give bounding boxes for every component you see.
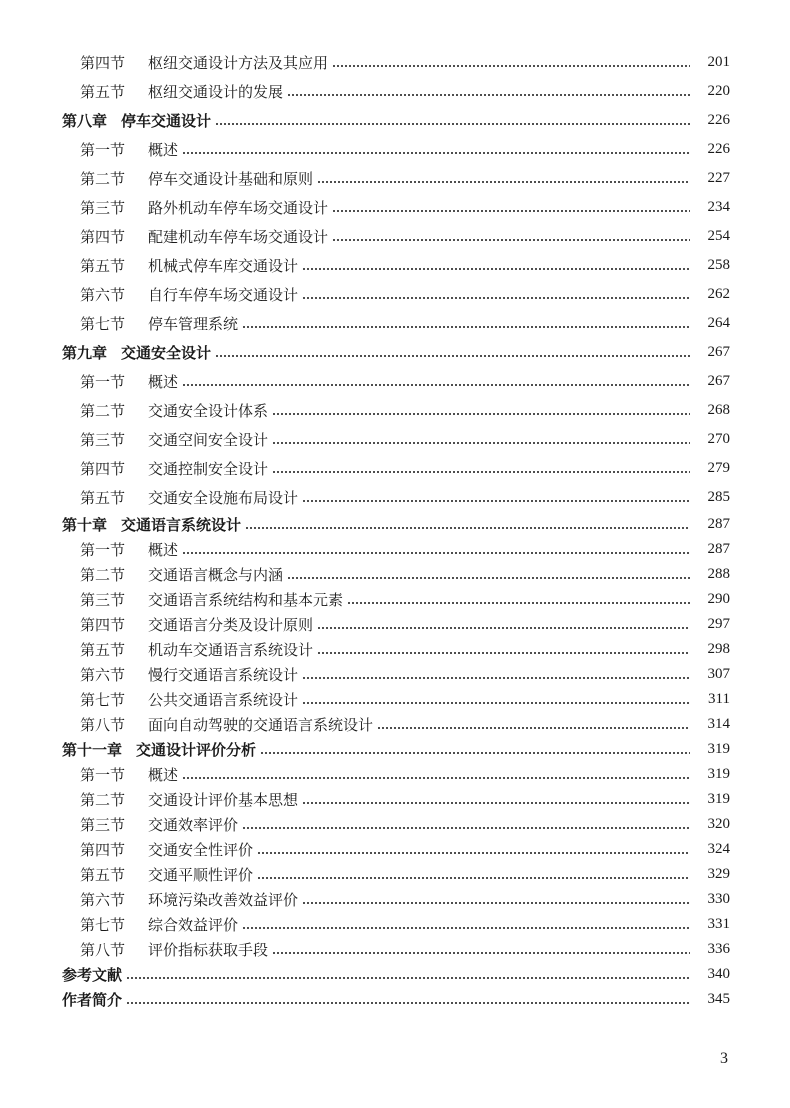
entry-label: 第五节 — [80, 83, 126, 101]
entry-page-number: 331 — [707, 916, 730, 932]
entry-page-number: 336 — [707, 941, 730, 957]
entry-page-number: 297 — [707, 616, 730, 632]
entry-page-number: 258 — [707, 257, 730, 273]
entry-page-number: 287 — [707, 516, 730, 532]
toc-section-entry[interactable] — [0, 937, 790, 962]
entry-label: 第二节 — [80, 170, 126, 188]
toc-section-entry[interactable] — [0, 662, 790, 687]
entry-page-number: 329 — [707, 866, 730, 882]
entry-label: 第三节 — [80, 591, 126, 609]
entry-label: 第七节 — [80, 691, 126, 709]
toc-section-entry[interactable] — [0, 135, 790, 164]
dot-leader — [242, 927, 690, 929]
dot-leader — [302, 500, 690, 502]
dot-leader — [347, 602, 690, 604]
dot-leader — [242, 326, 690, 328]
entry-page-number: 345 — [707, 991, 730, 1007]
toc-section-entry[interactable] — [0, 687, 790, 712]
dot-leader — [302, 297, 690, 299]
toc-section-entry[interactable] — [0, 454, 790, 483]
entry-title: 停车管理系统 — [148, 315, 239, 333]
dot-leader — [257, 852, 690, 854]
entry-title: 交通控制安全设计 — [148, 460, 269, 478]
entry-label: 第八节 — [80, 716, 126, 734]
entry-label: 第六节 — [80, 891, 126, 909]
entry-label: 第五节 — [80, 641, 126, 659]
entry-title: 慢行交通语言系统设计 — [148, 666, 299, 684]
toc-section-entry[interactable] — [0, 562, 790, 587]
toc-chapter-entry[interactable] — [0, 512, 790, 537]
entry-page-number: 268 — [707, 402, 730, 418]
entry-label: 第四节 — [80, 460, 126, 478]
dot-leader — [215, 355, 690, 357]
dot-leader — [272, 471, 690, 473]
entry-label: 第五节 — [80, 866, 126, 884]
entry-title: 作者简介 — [62, 991, 123, 1009]
toc-section-entry[interactable] — [0, 612, 790, 637]
entry-label: 第一节 — [80, 541, 126, 559]
entry-title: 概述 — [148, 541, 179, 559]
entry-page-number: 234 — [707, 199, 730, 215]
entry-label: 第二节 — [80, 566, 126, 584]
entry-page-number: 267 — [707, 344, 730, 360]
entry-label: 第九章 — [62, 344, 108, 362]
entry-title: 面向自动驾驶的交通语言系统设计 — [148, 716, 374, 734]
dot-leader — [257, 877, 690, 879]
toc-section-entry[interactable] — [0, 193, 790, 222]
toc-section-entry[interactable] — [0, 425, 790, 454]
dot-leader — [272, 413, 690, 415]
toc-section-entry[interactable] — [0, 280, 790, 309]
entry-title: 交通安全设施布局设计 — [148, 489, 299, 507]
entry-label: 第三节 — [80, 431, 126, 449]
entry-title: 停车交通设计基础和原则 — [148, 170, 314, 188]
dot-leader — [242, 827, 690, 829]
toc-section-entry[interactable] — [0, 309, 790, 338]
entry-title: 机动车交通语言系统设计 — [148, 641, 314, 659]
entry-page-number: 264 — [707, 315, 730, 331]
entry-label: 第七节 — [80, 315, 126, 333]
dot-leader — [126, 1002, 690, 1004]
entry-title: 交通安全设计体系 — [148, 402, 269, 420]
entry-page-number: 267 — [707, 373, 730, 389]
entry-label: 第四节 — [80, 616, 126, 634]
dot-leader — [317, 181, 690, 183]
entry-label: 第六节 — [80, 666, 126, 684]
entry-title: 枢纽交通设计的发展 — [148, 83, 284, 101]
dot-leader — [302, 702, 690, 704]
entry-page-number: 307 — [707, 666, 730, 682]
dot-leader — [332, 239, 690, 241]
entry-page-number: 320 — [707, 816, 730, 832]
toc-section-entry[interactable] — [0, 787, 790, 812]
toc-chapter-entry[interactable] — [0, 987, 790, 1012]
toc-chapter-entry[interactable] — [0, 338, 790, 367]
table-of-contents — [0, 48, 790, 1012]
dot-leader — [272, 442, 690, 444]
entry-label: 第二节 — [80, 791, 126, 809]
dot-leader — [332, 65, 690, 67]
dot-leader — [332, 210, 690, 212]
entry-title: 配建机动车停车场交通设计 — [148, 228, 329, 246]
entry-title: 交通平顺性评价 — [148, 866, 254, 884]
entry-title: 机械式停车库交通设计 — [148, 257, 299, 275]
entry-label: 第二节 — [80, 402, 126, 420]
entry-label: 第四节 — [80, 54, 126, 72]
entry-title: 交通语言系统结构和基本元素 — [148, 591, 344, 609]
entry-title: 概述 — [148, 141, 179, 159]
entry-page-number: 287 — [707, 541, 730, 557]
dot-leader — [302, 677, 690, 679]
entry-title: 概述 — [148, 766, 179, 784]
entry-page-number: 270 — [707, 431, 730, 447]
dot-leader — [182, 777, 690, 779]
entry-page-number: 227 — [707, 170, 730, 186]
entry-page-number: 330 — [707, 891, 730, 907]
page-number: 3 — [720, 1050, 728, 1067]
entry-title: 交通效率评价 — [148, 816, 239, 834]
entry-title: 交通设计评价分析 — [136, 741, 257, 759]
entry-page-number: 226 — [707, 112, 730, 128]
dot-leader — [287, 94, 690, 96]
toc-section-entry[interactable] — [0, 587, 790, 612]
entry-page-number: 319 — [707, 791, 730, 807]
dot-leader — [182, 384, 690, 386]
entry-label: 第三节 — [80, 199, 126, 217]
entry-page-number: 285 — [707, 489, 730, 505]
entry-page-number: 314 — [707, 716, 730, 732]
entry-title: 交通安全设计 — [121, 344, 212, 362]
dot-leader — [317, 627, 690, 629]
entry-page-number: 319 — [707, 766, 730, 782]
dot-leader — [245, 527, 690, 529]
entry-label: 第七节 — [80, 916, 126, 934]
toc-section-entry[interactable] — [0, 637, 790, 662]
entry-title: 自行车停车场交通设计 — [148, 286, 299, 304]
entry-page-number: 319 — [707, 741, 730, 757]
toc-section-entry[interactable] — [0, 887, 790, 912]
toc-chapter-entry[interactable] — [0, 737, 790, 762]
entry-title: 停车交通设计 — [121, 112, 212, 130]
dot-leader — [287, 577, 690, 579]
toc-section-entry[interactable] — [0, 222, 790, 251]
entry-label: 第一节 — [80, 373, 126, 391]
entry-page-number: 279 — [707, 460, 730, 476]
entry-label: 第三节 — [80, 816, 126, 834]
entry-label: 第八节 — [80, 941, 126, 959]
toc-section-entry[interactable] — [0, 77, 790, 106]
toc-section-entry[interactable] — [0, 48, 790, 77]
dot-leader — [126, 977, 690, 979]
entry-label: 第八章 — [62, 112, 108, 130]
dot-leader — [272, 952, 690, 954]
entry-page-number: 226 — [707, 141, 730, 157]
entry-title: 交通语言分类及设计原则 — [148, 616, 314, 634]
toc-section-entry[interactable] — [0, 762, 790, 787]
entry-page-number: 262 — [707, 286, 730, 302]
entry-page-number: 201 — [707, 54, 730, 70]
entry-label: 第六节 — [80, 286, 126, 304]
dot-leader — [317, 652, 690, 654]
entry-page-number: 290 — [707, 591, 730, 607]
entry-page-number: 298 — [707, 641, 730, 657]
entry-label: 第十一章 — [62, 741, 123, 759]
entry-title: 交通设计评价基本思想 — [148, 791, 299, 809]
dot-leader — [215, 123, 690, 125]
dot-leader — [302, 902, 690, 904]
entry-title: 综合效益评价 — [148, 916, 239, 934]
entry-label: 第一节 — [80, 766, 126, 784]
dot-leader — [302, 802, 690, 804]
entry-title: 枢纽交通设计方法及其应用 — [148, 54, 329, 72]
entry-title: 公共交通语言系统设计 — [148, 691, 299, 709]
toc-section-entry[interactable] — [0, 712, 790, 737]
entry-title: 环境污染改善效益评价 — [148, 891, 299, 909]
dot-leader — [377, 727, 690, 729]
entry-title: 交通语言概念与内涵 — [148, 566, 284, 584]
entry-title: 交通安全性评价 — [148, 841, 254, 859]
entry-label: 第十章 — [62, 516, 108, 534]
entry-label: 第五节 — [80, 257, 126, 275]
entry-label: 第一节 — [80, 141, 126, 159]
toc-section-entry[interactable] — [0, 912, 790, 937]
entry-page-number: 288 — [707, 566, 730, 582]
dot-leader — [302, 268, 690, 270]
toc-chapter-entry[interactable] — [0, 962, 790, 987]
entry-title: 交通空间安全设计 — [148, 431, 269, 449]
toc-chapter-entry[interactable] — [0, 106, 790, 135]
entry-page-number: 254 — [707, 228, 730, 244]
toc-section-entry[interactable] — [0, 367, 790, 396]
entry-title: 路外机动车停车场交通设计 — [148, 199, 329, 217]
toc-section-entry[interactable] — [0, 396, 790, 425]
toc-section-entry[interactable] — [0, 537, 790, 562]
entry-title: 概述 — [148, 373, 179, 391]
entry-label: 第四节 — [80, 841, 126, 859]
entry-page-number: 220 — [707, 83, 730, 99]
entry-title: 交通语言系统设计 — [121, 516, 242, 534]
toc-section-entry[interactable] — [0, 862, 790, 887]
entry-title: 评价指标获取手段 — [148, 941, 269, 959]
toc-section-entry[interactable] — [0, 483, 790, 512]
dot-leader — [260, 752, 690, 754]
toc-section-entry[interactable] — [0, 837, 790, 862]
dot-leader — [182, 552, 690, 554]
entry-page-number: 340 — [707, 966, 730, 982]
entry-label: 第四节 — [80, 228, 126, 246]
dot-leader — [182, 152, 690, 154]
entry-page-number: 311 — [708, 691, 730, 707]
toc-section-entry[interactable] — [0, 812, 790, 837]
entry-title: 参考文献 — [62, 966, 123, 984]
entry-label: 第五节 — [80, 489, 126, 507]
toc-section-entry[interactable] — [0, 164, 790, 193]
entry-page-number: 324 — [707, 841, 730, 857]
toc-section-entry[interactable] — [0, 251, 790, 280]
